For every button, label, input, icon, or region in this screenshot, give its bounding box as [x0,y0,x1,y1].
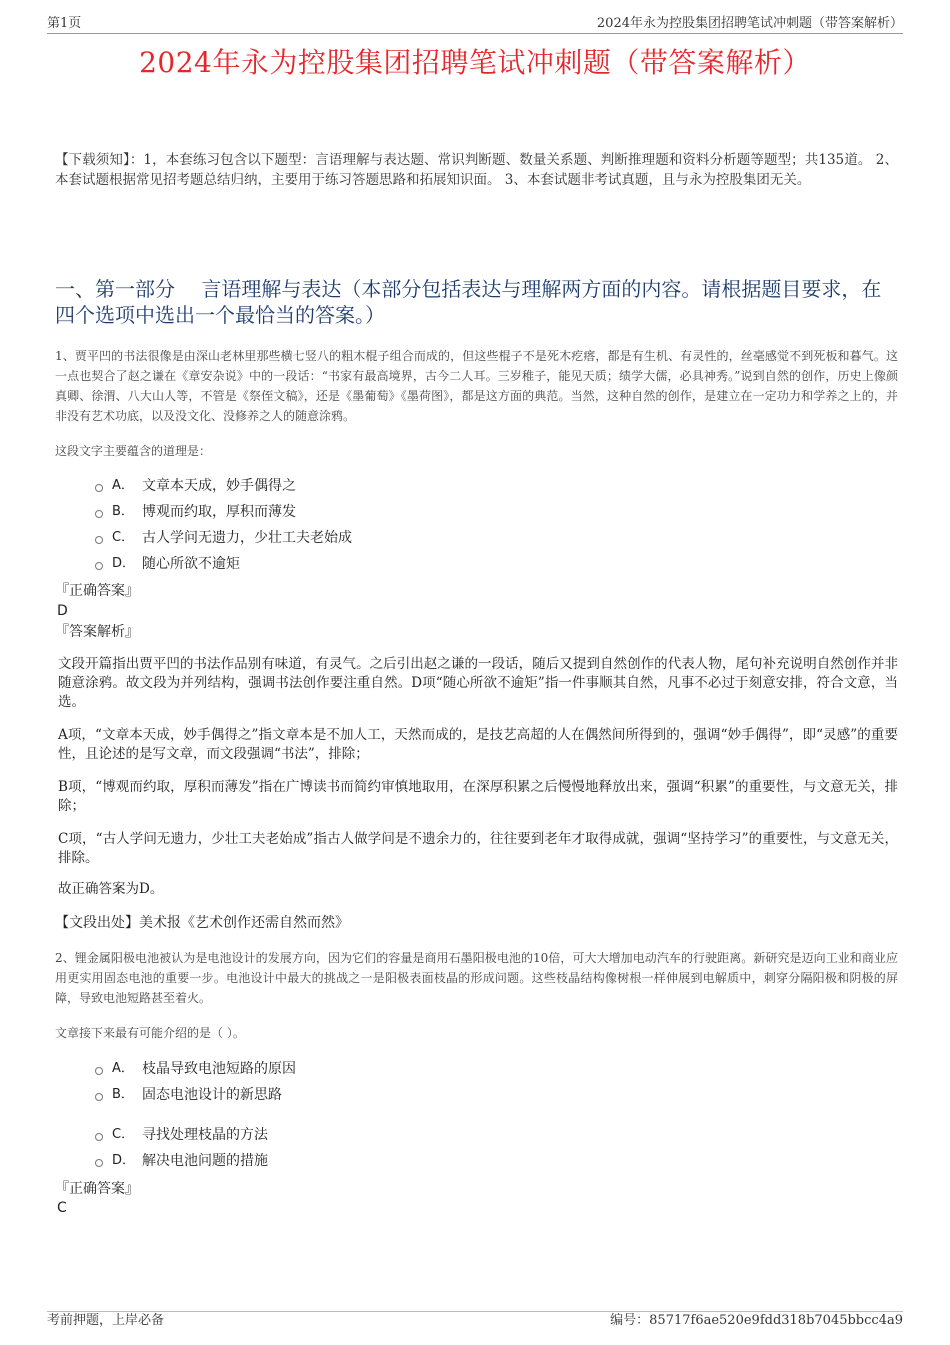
option-text: 博观而约取，厚积而薄发 [142,504,296,520]
option-letter: B． [112,504,134,519]
question-1-answer-label: 『正确答案』 [55,583,139,599]
question-1-analysis-para: B项，“博观而约取，厚积而薄发”指在广博读书而简约审慎地取用，在深厚积累之后慢慢地释放出来，强调“积累”的重要性，与文意无关，排除； [58,779,898,814]
option-letter: C． [112,530,135,545]
question-1-option-a[interactable] [95,476,296,496]
footer-code: 编号：85717f6ae520e9fdd318b7045bbcc4a9 [610,1313,903,1328]
question-1-analysis-para: A项，“文章本天成，妙手偶得之”指文章本是不加人工，天然而成的，是技艺高超的人在偶然间所得到的，强调“妙手偶得”，即“灵感”的重要性，且论述的是写文章，而文段强调“书法”，排除； [58,727,898,762]
header-doc-title: 2024年永为控股集团招聘笔试冲刺题（带答案解析） [596,16,903,31]
option-text: 枝晶导致电池短路的原因 [142,1061,296,1077]
radio-icon[interactable] [95,562,103,570]
question-1-analysis-para: C项，“古人学问无遗力，少壮工夫老始成”指古人做学问是不遗余力的，往往要到老年才取得成就，强调“坚持学习”的重要性，与文意无关，排除。 [58,831,898,866]
header-page-number: 第1页 [47,16,82,31]
option-text: 固态电池设计的新思路 [142,1087,282,1103]
footer-slogan: 考前押题，上岸必备 [47,1313,165,1328]
download-notice: 【下载须知】：1，本套练习包含以下题型：言语理解与表达题、常识判断题、数量关系题、判断推理题和资料分析题等题型；共135道。 2、本套试题根据常见招考题总结归纳，主要用于练习答题思路和拓展知识面。 3、本套试题非考试真题，且与永为控股集团无关。 [55,152,898,188]
question-1-answer: D [57,603,68,619]
radio-icon[interactable] [95,1093,103,1101]
question-1-option-c[interactable] [95,528,352,548]
option-letter: D． [112,1153,136,1168]
question-2-answer: C [57,1200,67,1216]
question-1-option-d[interactable] [95,554,240,574]
question-2-prompt: 文章接下来最有可能介绍的是（ ）。 [55,1026,245,1040]
option-letter: C． [112,1127,135,1142]
option-text: 解决电池问题的措施 [142,1153,268,1169]
header-divider [47,33,903,34]
question-2-answer-label: 『正确答案』 [55,1181,139,1197]
question-2-option-d[interactable] [95,1151,268,1171]
question-1-source: 【文段出处】美术报《艺术创作还需自然而然》 [55,915,349,931]
option-text: 寻找处理枝晶的方法 [142,1127,268,1143]
option-letter: D． [112,556,136,571]
question-1-analysis-label: 『答案解析』 [55,624,139,640]
question-1-passage: 1、贾平凹的书法很像是由深山老林里那些横七竖八的粗木棍子组合而成的，但这些棍子不是死木疙瘩，都是有生机、有灵性的，丝毫感觉不到死板和暮气。这一点也契合了赵之谦在《章安杂说》中的一段话：“书家有最高境界，古今二人耳。三岁稚子，能见天质；绩学大儒，必具神秀。”说到自然的创作，历史上像颜真卿、徐渭、八大山人等，不管是《祭侄文稿》，还是《墨葡萄》《墨荷图》，都是这方面的典范。当然，这种自然的创作，是建立在一定功力和学养之上的，并非没有艺术功底，以及没文化、没修养之人的随意涂鸦。 [55,349,898,423]
question-2-passage: 2、锂金属阳极电池被认为是电池设计的发展方向，因为它们的容量是商用石墨阳极电池的10倍，可大大增加电动汽车的行驶距离。新研究是迈向工业和商业应用更实用固态电池的重要一步。电池设计中最大的挑战之一是阳极表面枝晶的形成问题。这些枝晶结构像树根一样伸展到电解质中，刺穿分隔阳极和阴极的屏障，导致电池短路甚至着火。 [55,951,898,1005]
question-2-option-c[interactable] [95,1125,268,1145]
question-2-option-b[interactable] [95,1085,282,1105]
question-1-analysis-para: 文段开篇指出贾平凹的书法作品别有味道，有灵气。之后引出赵之谦的一段话，随后又提到自然创作的代表人物，尾句补充说明自然创作并非随意涂鸦。故文段为并列结构，强调书法创作要注重自然。D项“随心所欲不逾矩”指一件事顺其自然，凡事不必过于刻意安排，符合文意，当选。 [58,656,898,710]
question-1-option-b[interactable] [95,502,296,522]
option-letter: A． [112,1061,134,1076]
radio-icon[interactable] [95,1067,103,1075]
question-1-conclusion: 故正确答案为D。 [58,881,164,897]
question-1-prompt: 这段文字主要蕴含的道理是： [55,444,212,458]
option-letter: A． [112,478,134,493]
footer-divider [47,1311,903,1312]
option-text: 古人学问无遗力，少壮工夫老始成 [142,530,352,546]
radio-icon[interactable] [95,510,103,518]
radio-icon[interactable] [95,484,103,492]
radio-icon[interactable] [95,1159,103,1167]
radio-icon[interactable] [95,1133,103,1141]
option-letter: B． [112,1087,134,1102]
option-text: 文章本天成，妙手偶得之 [142,478,296,494]
option-text: 随心所欲不逾矩 [142,556,240,572]
radio-icon[interactable] [95,536,103,544]
page-title: 2024年永为控股集团招聘笔试冲刺题（带答案解析） [139,46,811,79]
section-title: 一、第一部分 言语理解与表达（本部分包括表达与理解两方面的内容。请根据题目要求，在四个选项中选出一个最恰当的答案。） [55,277,882,327]
question-2-option-a[interactable] [95,1059,296,1079]
